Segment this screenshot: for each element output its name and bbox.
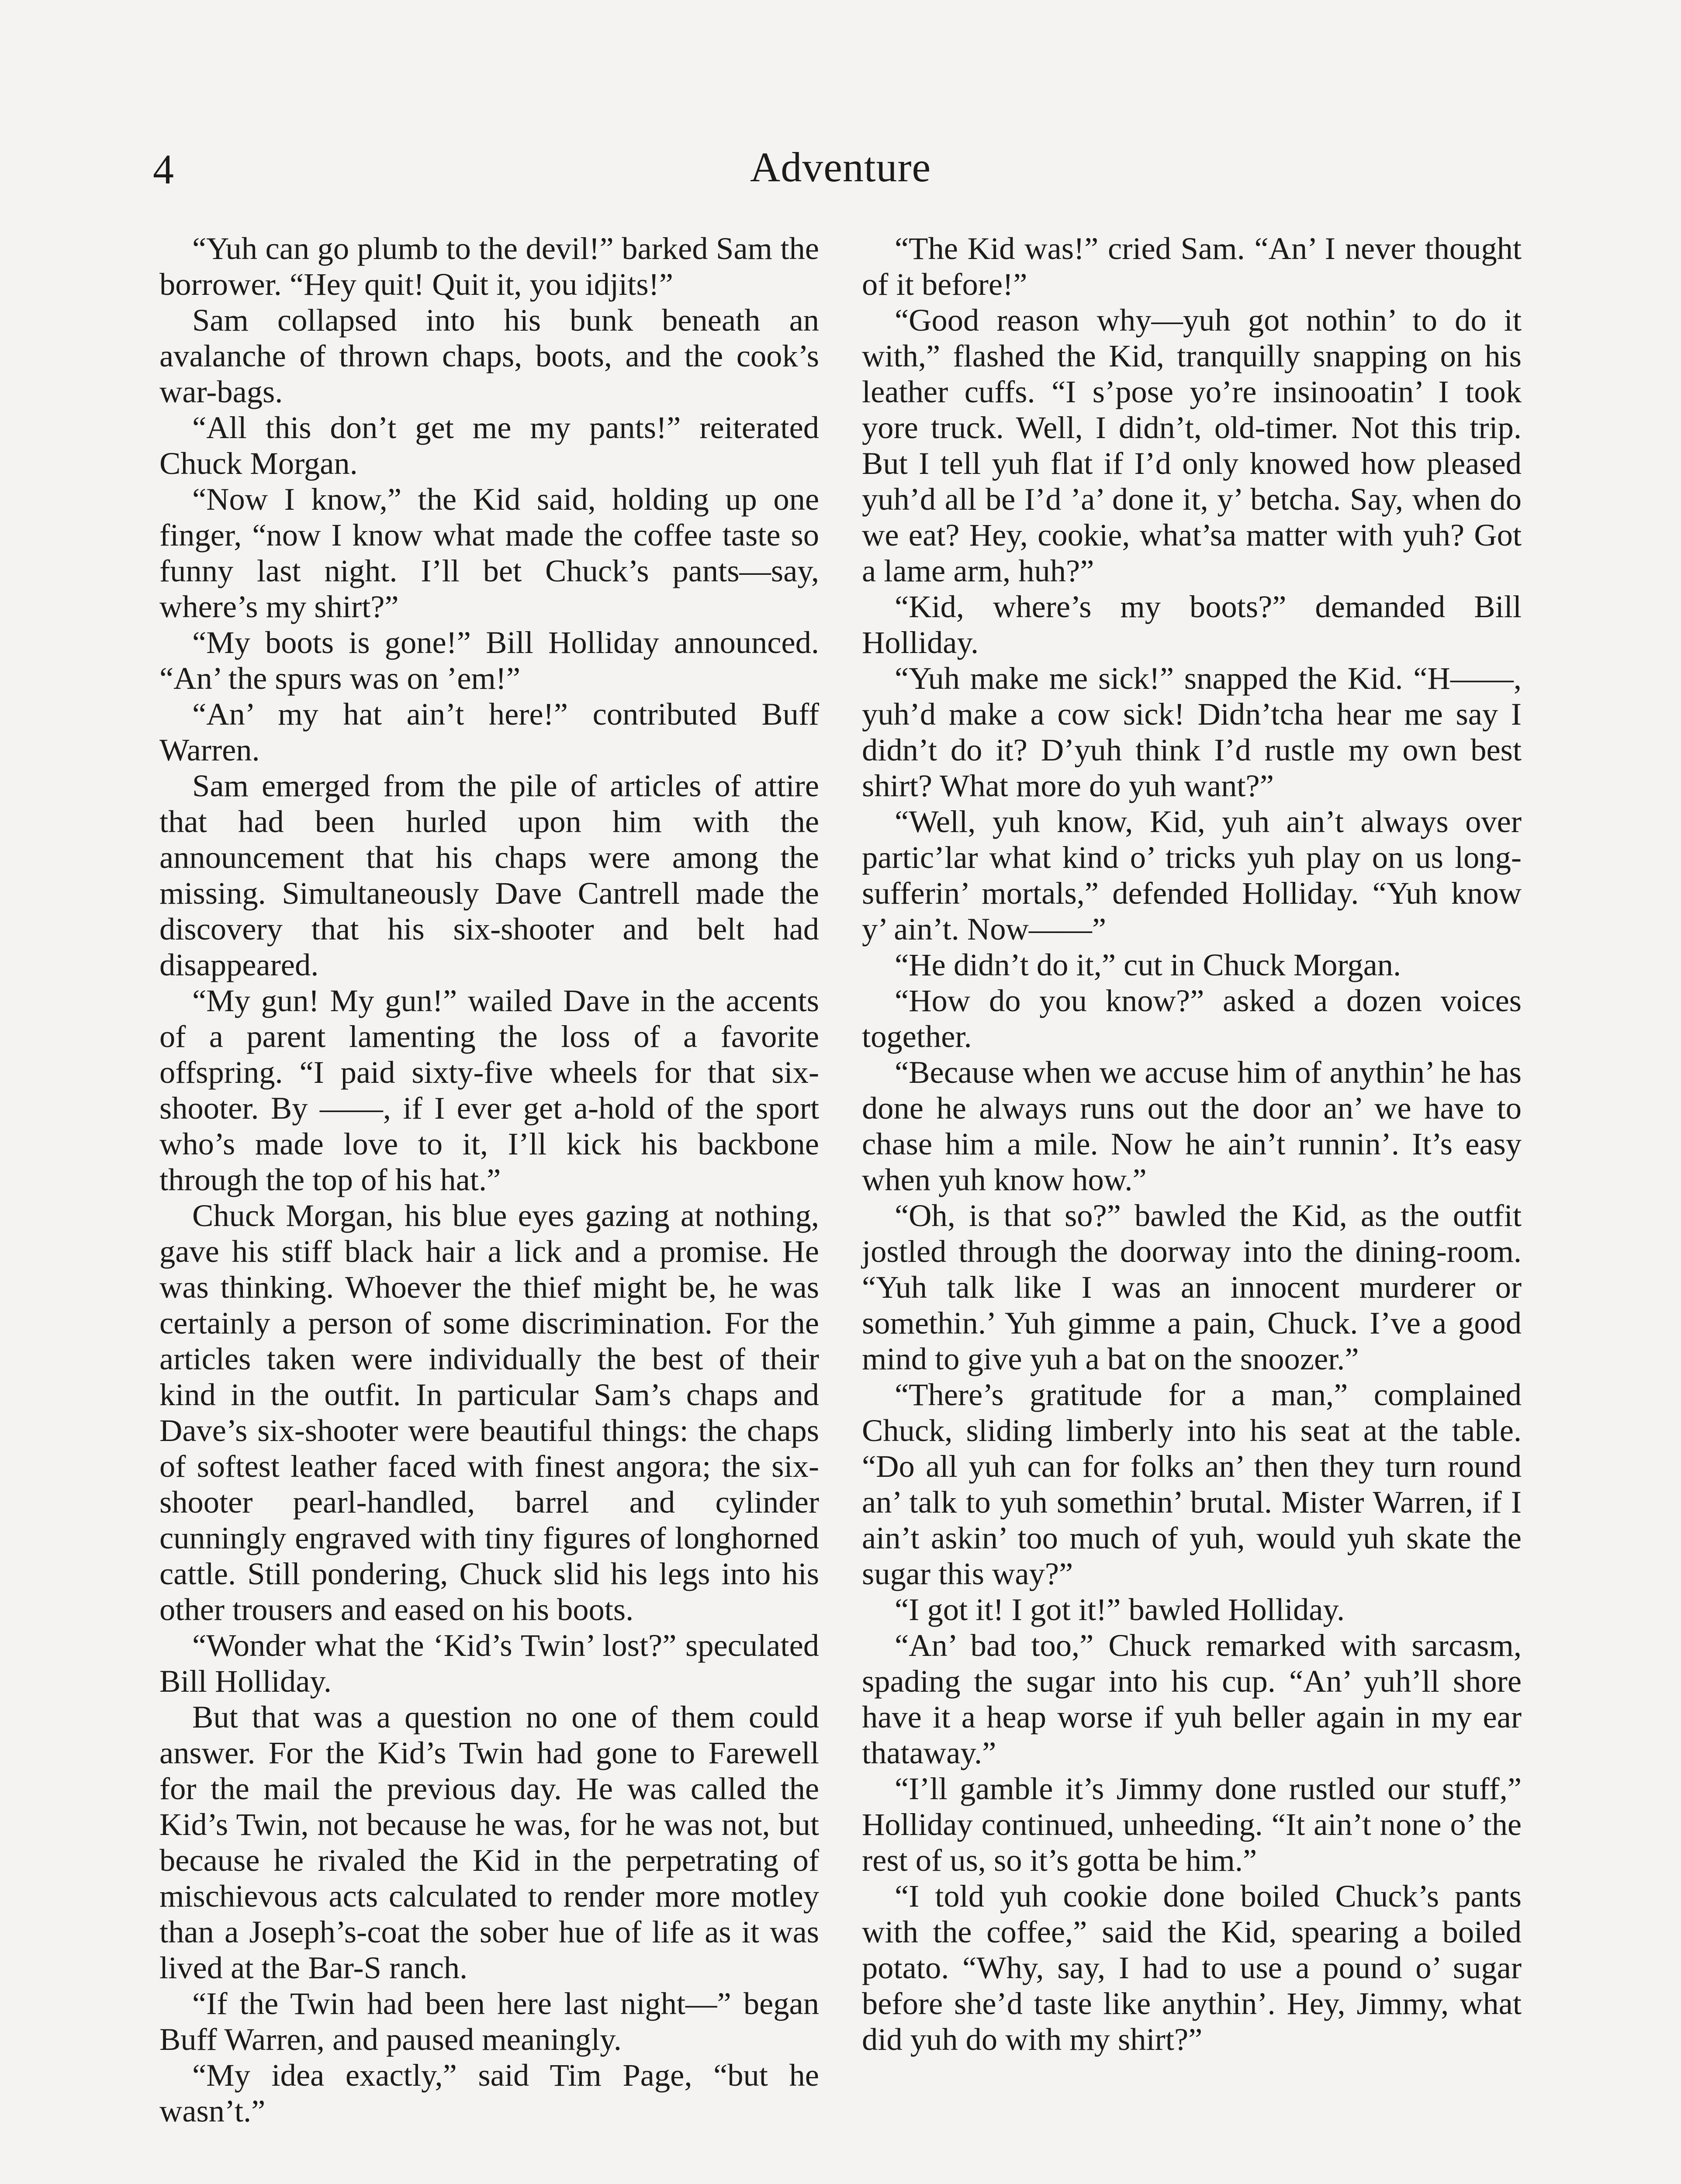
paragraph: “Oh, is that so?” bawled the Kid, as the outfit jostled through the doorway into the dining-room. “Yuh talk like I was an innocent murderer or somethin.’ Yuh gimme a pain, Chuck. I’ve a good mind to give yuh a bat on the snoozer.” bbox=[862, 1198, 1522, 1376]
paragraph: “My boots is gone!” Bill Holliday announced. “An’ the spurs was on ’em!” bbox=[159, 625, 819, 696]
paragraph: “An’ bad too,” Chuck remarked with sarcasm, spading the sugar into his cup. “An’ yuh’ll shore have it a heap worse if yuh beller again in my ear thataway.” bbox=[862, 1628, 1522, 1770]
paragraph: “Wonder what the ‘Kid’s Twin’ lost?” speculated Bill Holliday. bbox=[159, 1628, 819, 1699]
right-text-column bbox=[862, 231, 1522, 2057]
paragraph: “My idea exactly,” said Tim Page, “but he wasn’t.” bbox=[159, 2057, 819, 2129]
paragraph: “He didn’t do it,” cut in Chuck Morgan. bbox=[895, 947, 1401, 982]
paragraph: “I got it! I got it!” bawled Holliday. bbox=[895, 1592, 1345, 1627]
paragraph: “I told yuh cookie done boiled Chuck’s pants with the coffee,” said the Kid, spearing a boiled potato. “Why, say, I had to use a pound o’ sugar before she’d taste like anythin’. Hey, Jimmy, what did yuh do with my shirt?” bbox=[862, 1878, 1522, 2057]
paragraph: “Good reason why—yuh got nothin’ to do it with,” flashed the Kid, tranquilly snapping on his leather cuffs. “I s’pose yo’re insinooatin’ I took yore truck. Well, I didn’t, old-timer. Not this trip. But I tell yuh flat if I’d only knowed how pleased yuh’d all be I’d ’a’ done it, y’ betcha. Say, when do we eat? Hey, cookie, what’sa matter with yuh? Got a lame arm, huh?” bbox=[862, 302, 1522, 588]
paragraph: “Kid, where’s my boots?” demanded Bill Holliday. bbox=[862, 589, 1522, 660]
paragraph: “If the Twin had been here last night—” began Buff Warren, and paused meaningly. bbox=[159, 1986, 819, 2057]
paragraph: “Now I know,” the Kid said, holding up one finger, “now I know what made the coffee taste so funny last night. I’ll bet Chuck’s pants—say, where’s my shirt?” bbox=[159, 481, 819, 624]
page-number: 4 bbox=[153, 146, 174, 193]
paragraph: Chuck Morgan, his blue eyes gazing at nothing, gave his stiff black hair a lick and a promise. He was thinking. Whoever the thief might be, he was certainly a person of some discrimination. For the articles taken were individually the best of their kind in the outfit. In particular Sam’s chaps and Dave’s six-shooter were beautiful things: the chaps of softest leather faced with finest angora; the six-shooter pearl-handled, barrel and cylinder cunningly engraved with tiny figures of longhorned cattle. Still pondering, Chuck slid his legs into his other trousers and eased on his boots. bbox=[159, 1198, 819, 1627]
paragraph: “How do you know?” asked a dozen voices together. bbox=[862, 983, 1522, 1054]
paragraph: “There’s gratitude for a man,” complained Chuck, sliding limberly into his seat at the table. “Do all yuh can for folks an’ then they turn round an’ talk to yuh somethin’ brutal. Mister Warren, if I ain’t askin’ too much of yuh, would yuh skate the sugar this way?” bbox=[862, 1377, 1522, 1591]
left-text-column bbox=[159, 231, 819, 2129]
paragraph: “Yuh make me sick!” snapped the Kid. “H——, yuh’d make a cow sick! Didn’tcha hear me say I didn’t do it? D’yuh think I’d rustle my own best shirt? What more do yuh want?” bbox=[862, 660, 1522, 803]
paragraph: “The Kid was!” cried Sam. “An’ I never thought of it before!” bbox=[862, 231, 1522, 302]
paragraph: “An’ my hat ain’t here!” contributed Buff Warren. bbox=[159, 696, 819, 767]
paragraph: “I’ll gamble it’s Jimmy done rustled our stuff,” Holliday continued, unheeding. “It ain’t none o’ the rest of us, so it’s gotta be him.” bbox=[862, 1771, 1522, 1878]
paragraph: Sam emerged from the pile of articles of attire that had been hurled upon him with the announcement that his chaps were among the missing. Simultaneously Dave Cantrell made the discovery that his six-shooter and belt had disappeared. bbox=[159, 768, 819, 982]
running-head-title: Adventure bbox=[750, 144, 931, 190]
paragraph: “Yuh can go plumb to the devil!” barked Sam the borrower. “Hey quit! Quit it, you idjits!” bbox=[159, 231, 819, 302]
paragraph: But that was a question no one of them could answer. For the Kid’s Twin had gone to Farewell for the mail the previous day. He was called the Kid’s Twin, not because he was, for he was not, but because he rivaled the Kid in the perpetrating of mischievous acts calculated to render more motley than a Joseph’s-coat the sober hue of life as it was lived at the Bar-S ranch. bbox=[159, 1699, 819, 1985]
paragraph: “Well, yuh know, Kid, yuh ain’t always over partic’lar what kind o’ tricks yuh play on us long-sufferin’ mortals,” defended Holliday. “Yuh know y’ ain’t. Now——” bbox=[862, 804, 1522, 947]
paragraph: “All this don’t get me my pants!” reiterated Chuck Morgan. bbox=[159, 410, 819, 481]
paragraph: Sam collapsed into his bunk beneath an avalanche of thrown chaps, boots, and the cook’s war-bags. bbox=[159, 302, 819, 409]
paragraph: “Because when we accuse him of anythin’ he has done he always runs out the door an’ we have to chase him a mile. Now he ain’t runnin’. It’s easy when yuh know how.” bbox=[862, 1054, 1522, 1197]
paragraph: “My gun! My gun!” wailed Dave in the accents of a parent lamenting the loss of a favorite offspring. “I paid sixty-five wheels for that six-shooter. By ——, if I ever get a-hold of the sport who’s made love to it, I’ll kick his backbone through the top of his hat.” bbox=[159, 983, 819, 1197]
